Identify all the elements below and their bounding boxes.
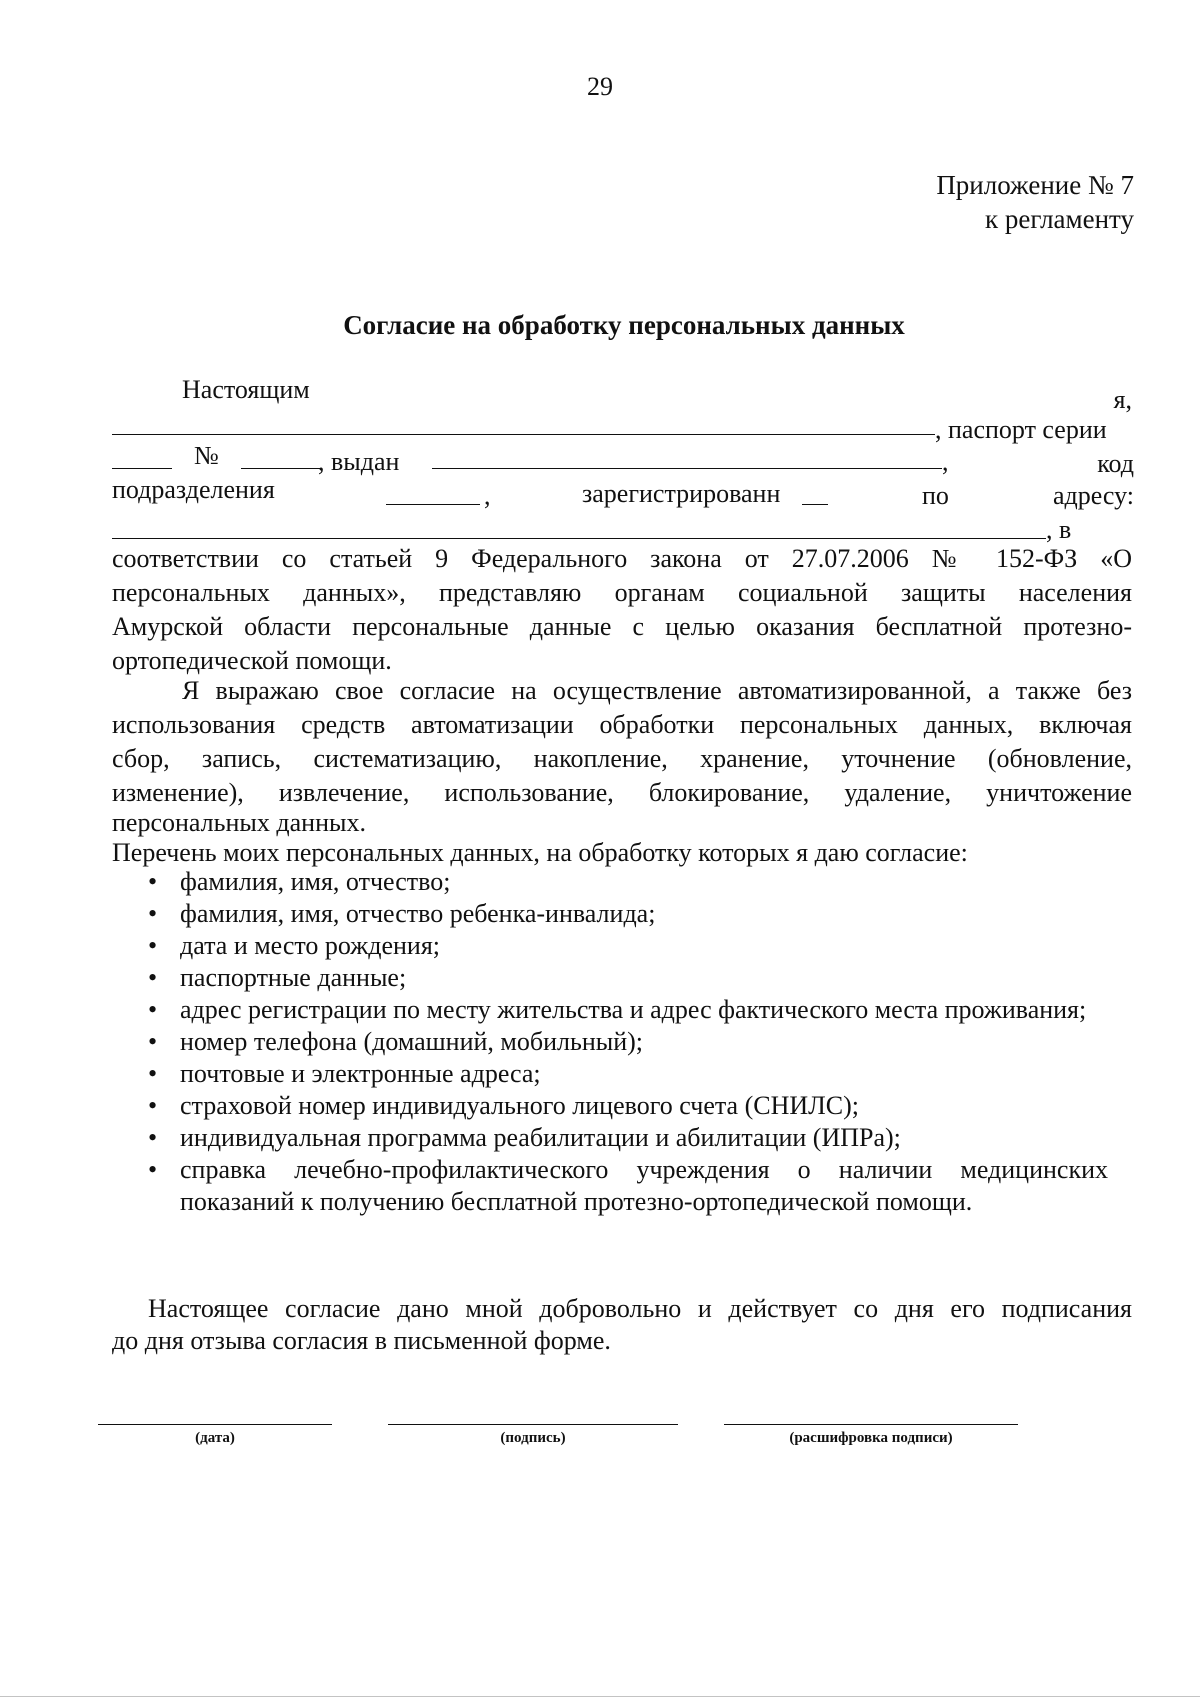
paragraph-law-line-1: соответствии со статьей 9 Федерального закона от 27.07.2006 № 152-ФЗ «О xyxy=(112,544,1132,573)
annex-header xyxy=(936,168,1134,236)
issued-by-label: , выдан xyxy=(318,447,400,476)
scan-edge-divider xyxy=(0,1696,1200,1697)
closing-line-2: до дня отзыва согласия в письменной форме. xyxy=(112,1326,611,1355)
personal-data-list xyxy=(148,866,1108,1218)
list-item: • номер телефона (домашний, мобильный); xyxy=(148,1026,1108,1058)
list-item: • фамилия, имя, отчество ребенка-инвалида; xyxy=(148,898,1108,930)
registered-label: зарегистрированн xyxy=(582,479,781,508)
intro-end: я, xyxy=(1113,385,1132,414)
annex-number: Приложение № 7 xyxy=(936,170,1134,200)
paragraph-law-line-2: персональных данных», представляю органам социальной защиты населения xyxy=(112,578,1132,607)
address-field[interactable] xyxy=(112,538,1046,539)
date-label: (дата) xyxy=(195,1430,235,1446)
paragraph-law-line-4: ортопедической помощи. xyxy=(112,646,392,675)
at-label: по xyxy=(922,481,949,510)
paragraph-consent-line-5: персональных данных. xyxy=(112,808,366,837)
paragraph-consent-line-2: использования средств автоматизации обработки персональных данных, включая xyxy=(112,710,1132,739)
list-item: • паспортные данные; xyxy=(148,962,1108,994)
passport-series-label: , паспорт серии xyxy=(935,415,1107,444)
page-number: 29 xyxy=(587,72,613,101)
signature-decode-label: (расшифровка подписи) xyxy=(789,1430,953,1446)
list-item: • адрес регистрации по месту жительства и адрес фактического места проживания; xyxy=(148,994,1108,1026)
signature-field[interactable] xyxy=(388,1424,678,1425)
passport-number-field[interactable] xyxy=(241,468,320,469)
paragraph-consent-line-1: Я выражаю свое согласие на осуществление автоматизированной, а также без xyxy=(182,676,1132,705)
registered-ending-field[interactable] xyxy=(802,504,828,505)
list-intro: Перечень моих персональных данных, на обработку которых я даю согласие: xyxy=(112,838,968,867)
list-item: • дата и место рождения; xyxy=(148,930,1108,962)
subdivision-label: подразделения xyxy=(112,475,275,504)
signature-label: (подпись) xyxy=(500,1430,566,1446)
list-item: • страховой номер индивидуального лицевого счета (СНИЛС); xyxy=(148,1090,1108,1122)
issued-by-field[interactable] xyxy=(432,468,942,469)
passport-number-label: № xyxy=(194,441,219,470)
list-item: • почтовые и электронные адреса; xyxy=(148,1058,1108,1090)
annex-reference: к регламенту xyxy=(985,204,1134,234)
subdivision-comma: , xyxy=(484,481,491,510)
subdivision-code-field[interactable] xyxy=(386,504,480,505)
signature-decode-field[interactable] xyxy=(724,1424,1018,1425)
code-label: код xyxy=(1097,449,1134,478)
date-field[interactable] xyxy=(98,1424,332,1425)
list-item: • фамилия, имя, отчество; xyxy=(148,866,1108,898)
paragraph-consent-line-4: изменение), извлечение, использование, блокирование, удаление, уничтожение xyxy=(112,778,1132,807)
list-item: • индивидуальная программа реабилитации и абилитации (ИПРа); xyxy=(148,1122,1108,1154)
full-name-field[interactable] xyxy=(112,434,935,435)
closing-line-1: Настоящее согласие дано мной добровольно и действует со дня его подписания xyxy=(148,1294,1132,1323)
passport-series-field[interactable] xyxy=(112,468,172,469)
paragraph-law-line-3: Амурской области персональные данные с целью оказания бесплатной протезно- xyxy=(112,612,1132,641)
document-title: Согласие на обработку персональных данных xyxy=(343,310,905,340)
address-label: адресу: xyxy=(1052,481,1134,510)
list-item: • справка лечебно-профилактического учреждения о наличии медицинских показаний к получению бесплатной протезно-ортопедической помощи. xyxy=(148,1154,1108,1218)
in-label: , в xyxy=(1046,515,1072,544)
issued-by-comma: , xyxy=(942,447,949,476)
paragraph-consent-line-3: сбор, запись, систематизацию, накопление, хранение, уточнение (обновление, xyxy=(112,744,1132,773)
intro-word: Настоящим xyxy=(182,375,310,404)
